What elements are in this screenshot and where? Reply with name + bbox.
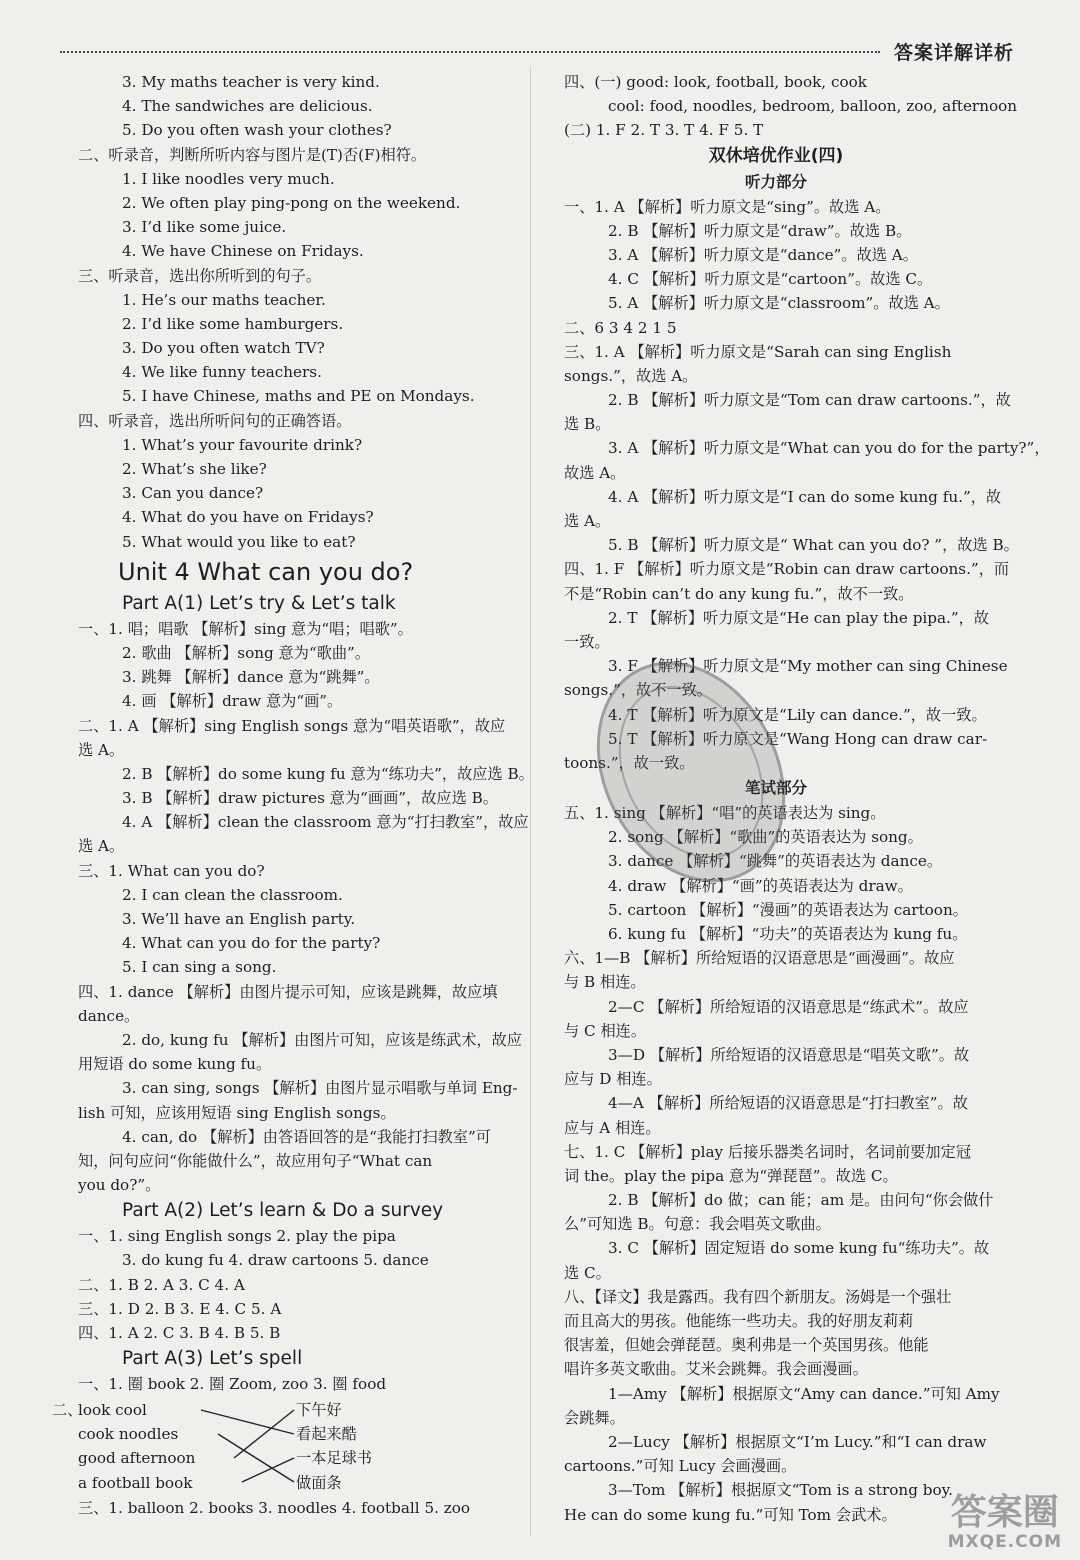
answer-line: 4. T 【解析】听力原文是“Lily can dance.”，故一致。 (608, 705, 987, 724)
page-header-title: 答案详解详析 (893, 42, 1014, 64)
answer-line: 2—C 【解析】所给短语的汉语意思是“练武术”。故应 (608, 997, 969, 1016)
answer-line: 与 B 相连。 (564, 973, 646, 992)
answer-line: 6. kung fu 【解析】“功夫”的英语表达为 kung fu。 (608, 925, 968, 943)
answer-line: 4. can, do 【解析】由答语回答的是“我能打扫教室”可 (122, 1127, 491, 1146)
answer-line: 唱许多英文歌曲。艾米会跳舞。我会画漫画。 (564, 1360, 868, 1379)
written-title: 笔试部分 (744, 779, 807, 798)
answer-line: 而且高大的男孩。他能练一些功夫。我的好朋友莉莉 (564, 1312, 914, 1330)
answer-line: 八、【译文】我是露西。我有四个新朋友。汤姆是一个强壮 (564, 1287, 952, 1306)
answer-line: 一、1. 圈 book 2. 圈 Zoom, zoo 3. 圈 food (78, 1375, 387, 1394)
answer-line: 2. T 【解析】听力原文是“He can play the pipa.”，故 (608, 608, 990, 627)
answer-line: 1. I like noodles very much. (122, 169, 335, 188)
spell-answers-3: 三、1. balloon 2. books 3. noodles 4. football 5. zoo (78, 1499, 471, 1517)
answer-line: 3—D 【解析】所给短语的汉语意思是“唱英文歌”。故 (608, 1045, 970, 1064)
answer-line: 用短语 do some kung fu。 (78, 1055, 272, 1074)
answer-line: 选 C。 (564, 1263, 611, 1282)
answer-line: 3. B 【解析】draw pictures 意为“画画”，故应选 B。 (122, 789, 498, 808)
answer-line: 5. I can sing a song. (122, 958, 277, 977)
answer-line: 5. I have Chinese, maths and PE on Mondays. (122, 387, 475, 406)
matching-right-item: 看起来酷 (296, 1425, 357, 1444)
answer-line: 选 A。 (78, 740, 125, 759)
answer-line: 3. do kung fu 4. draw cartoons 5. dance (122, 1251, 429, 1270)
answer-line: 六、1—B 【解析】所给短语的汉语意思是“画漫画”。故应 (564, 949, 955, 968)
answer-line: 词 the。play the pipa 意为“弹琵琶”。故选 C。 (564, 1166, 898, 1185)
answer-line: (二) 1. F 2. T 3. T 4. F 5. T (564, 121, 764, 140)
answer-line: 2. B 【解析】do 做；can 能；am 是。由问句“你会做什 (608, 1191, 994, 1210)
answer-line: 3. Can you dance? (122, 484, 264, 503)
matching-left-item: good afternoon (78, 1449, 196, 1468)
listening-answers (538, 195, 1050, 776)
answer-line: 选 A。 (78, 837, 125, 856)
answer-line: 4. draw 【解析】“画”的英语表达为 draw。 (608, 876, 913, 895)
answer-line: 四、1. F 【解析】听力原文是“Robin can draw cartoons.”，而 (564, 560, 1010, 579)
answer-line: 2. do, kung fu 【解析】由图片可知，应该是练武术，故应 (122, 1030, 522, 1049)
answer-line: 四、1. dance 【解析】由图片提示可知，应该是跳舞，故应填 (78, 982, 498, 1001)
answer-line: 2. I can clean the classroom. (122, 885, 343, 904)
answer-line: cool: food, noodles, bedroom, balloon, zoo, afternoon (608, 97, 1018, 116)
answer-line: 二、6 3 4 2 1 5 (564, 318, 677, 337)
answer-line: 不是“Robin can’t do any kung fu.”，故不一致。 (564, 584, 914, 603)
answer-line: 2—Lucy 【解析】根据原文“I’m Lucy.”和“I can draw (608, 1432, 987, 1451)
answer-line: 五、1. sing 【解析】“唱”的英语表达为 sing。 (564, 804, 886, 823)
answer-line: 3. Do you often watch TV? (122, 339, 325, 358)
answer-line: 2. We often play ping-pong on the weekend. (122, 193, 461, 212)
answer-line: 3. I’d like some juice. (122, 218, 287, 237)
answer-line: 一、1. 唱；唱歌 【解析】sing 意为“唱；唱歌”。 (78, 619, 413, 638)
answer-line: 5. cartoon 【解析】“漫画”的英语表达为 cartoon。 (608, 900, 968, 919)
answer-line: 4. The sandwiches are delicious. (122, 97, 373, 116)
matching-prefix: 二、 (52, 1401, 83, 1419)
answer-line: 一、1. sing English songs 2. play the pipa (78, 1227, 396, 1246)
answer-line: toons.”，故一致。 (564, 753, 695, 772)
answer-line: 三、1. A 【解析】听力原文是“Sarah can sing English (564, 342, 952, 361)
matching-exercise (52, 1398, 522, 1520)
answer-line: 四、听录音，选出所听问句的正确答语。 (78, 411, 352, 430)
left-column (52, 70, 534, 1396)
answer-line: 应与 D 相连。 (564, 1070, 662, 1089)
answer-line: 二、听录音，判断所听内容与图片是(T)否(F)相符。 (78, 145, 427, 164)
answer-line: He can do some kung fu.”可知 Tom 会武术。 (564, 1505, 897, 1524)
matching-right-item: 一本足球书 (296, 1449, 372, 1468)
answer-line: 一致。 (564, 632, 610, 651)
answer-line: 七、1. C 【解析】play 后接乐器类名词时，名词前要加定冠 (564, 1142, 971, 1161)
matching-lines (146, 1398, 296, 1494)
answer-line: 4. A 【解析】clean the classroom 意为“打扫教室”，故应 (122, 813, 529, 832)
answer-line: 2. B 【解析】do some kung fu 意为“练功夫”，故应选 B。 (122, 764, 534, 783)
answer-line: cartoons.”可知 Lucy 会画漫画。 (564, 1457, 797, 1476)
answer-line: 4—A 【解析】所给短语的汉语意思是“打扫教室”。故 (608, 1094, 968, 1113)
answer-line: 应与 A 相连。 (564, 1118, 661, 1137)
answer-line: 选 B。 (564, 415, 611, 434)
answer-line: 一、1. A 【解析】听力原文是“sing”。故选 A。 (564, 197, 891, 216)
answer-line: 4. C 【解析】听力原文是“cartoon”。故选 C。 (608, 270, 933, 289)
answer-line: 三、1. D 2. B 3. E 4. C 5. A (78, 1299, 282, 1318)
answer-line: 故选 A。 (564, 463, 626, 482)
answer-line: 四、(一) good: look, football, book, cook (564, 73, 867, 91)
answer-line: 5. B 【解析】听力原文是“ What can you do? ”，故选 B。 (608, 536, 1019, 555)
answer-line: 4. A 【解析】听力原文是“I can do some kung fu.”，故 (608, 487, 1002, 506)
answer-line: 4. We have Chinese on Fridays. (122, 242, 364, 261)
answer-line: 2. What’s she like? (122, 460, 267, 478)
part-title: Part A(2) Let’s learn & Do a survey (122, 1200, 444, 1222)
answer-line: dance。 (78, 1006, 140, 1025)
match-line (234, 1410, 294, 1458)
answer-line: songs.”，故不一致。 (564, 681, 712, 700)
answer-line: 3. dance 【解析】“跳舞”的英语表达为 dance。 (608, 852, 943, 871)
answer-line: 3—Tom 【解析】根据原文“Tom is a strong boy. (608, 1481, 954, 1500)
answer-line: lish 可知，应该用短语 sing English songs。 (78, 1103, 396, 1122)
watermark (948, 1494, 1062, 1552)
watermark-logo: 答案圈 (950, 1492, 1059, 1533)
answer-line: 很害羞，但她会弹琵琶。奥利弗是一个英国男孩。他能 (564, 1336, 929, 1355)
listening-title: 听力部分 (744, 172, 807, 191)
answer-line: 4. What can you do for the party? (122, 934, 381, 953)
answer-line: 4. What do you have on Fridays? (122, 508, 374, 527)
matching-right-item: 下午好 (296, 1401, 342, 1419)
answer-line: 3. 跳舞 【解析】dance 意为“跳舞”。 (122, 668, 380, 687)
answer-line: 3. My maths teacher is very kind. (122, 73, 380, 91)
matching-left-item: cook noodles (78, 1425, 179, 1444)
answer-line: 1. What’s your favourite drink? (122, 435, 363, 454)
answer-line: 知，问句应问“你能做什么”，故应用句子“What can (78, 1151, 433, 1170)
section-title: 双休培优作业(四) (708, 145, 844, 166)
answer-line: 5. T 【解析】听力原文是“Wang Hong can draw car- (608, 729, 988, 748)
column-divider (530, 66, 531, 1536)
answer-line: 5. What would you like to eat? (122, 532, 356, 551)
answer-line: 3. can sing, songs 【解析】由图片显示唱歌与单词 Eng- (122, 1079, 518, 1098)
answer-line: songs.”，故选 A。 (564, 366, 698, 385)
watermark-url: MXQE.COM (947, 1532, 1062, 1552)
answer-line: 3. C 【解析】固定短语 do some kung fu“练功夫”。故 (608, 1239, 990, 1258)
answer-line: 选 A。 (564, 512, 611, 530)
answer-line: 5. Do you often wash your clothes? (122, 121, 392, 140)
answer-line: 2. I’d like some hamburgers. (122, 314, 344, 333)
matching-right-item: 做面条 (296, 1473, 342, 1492)
answer-line: 3. A 【解析】听力原文是“What can you do for the party?”， (608, 439, 1050, 458)
answer-line: 3. F 【解析】听力原文是“My mother can sing Chinese (608, 657, 1008, 676)
answer-line: 2. B 【解析】听力原文是“draw”。故选 B。 (608, 221, 912, 240)
written-answers (538, 801, 1014, 1527)
answer-line: 2. song 【解析】“歌曲”的英语表达为 song。 (608, 828, 923, 847)
answer-line: 3. We’ll have an English party. (122, 910, 356, 928)
answer-line: 会跳舞。 (564, 1408, 625, 1427)
answer-line: 与 C 相连。 (564, 1021, 647, 1040)
part-title: Part A(1) Let’s try & Let’s talk (122, 592, 396, 614)
answer-line: 2. B 【解析】听力原文是“Tom can draw cartoons.”，故 (608, 391, 1011, 410)
answer-line: 么”可知选 B。句意：我会唱英文歌曲。 (564, 1215, 831, 1234)
answer-line: you do?”。 (78, 1176, 161, 1195)
unit-title: Unit 4 What can you do? (118, 557, 414, 586)
answer-line: 4. We like funny teachers. (122, 363, 322, 382)
right-top-block (538, 70, 1018, 143)
answer-line: 3. A 【解析】听力原文是“dance”。故选 A。 (608, 245, 918, 264)
answer-line: 二、1. A 【解析】sing English songs 意为“唱英语歌”，故应 (78, 716, 506, 735)
match-line (242, 1458, 294, 1482)
matching-left-item: look cool (78, 1401, 147, 1419)
answer-line: 1—Amy 【解析】根据原文“Amy can dance.”可知 Amy (608, 1384, 1000, 1403)
answer-line: 二、1. B 2. A 3. C 4. A (78, 1275, 245, 1294)
answer-line: 4. 画 【解析】draw 意为“画”。 (122, 692, 343, 711)
matching-right-list (296, 1398, 372, 1495)
answer-line: 四、1. A 2. C 3. B 4. B 5. B (78, 1324, 281, 1342)
matching-left-item: a football book (78, 1473, 193, 1492)
answer-line: 2. 歌曲 【解析】song 意为“歌曲”。 (122, 643, 371, 662)
part-title: Part A(3) Let’s spell (122, 1348, 303, 1370)
answer-line: 1. He’s our maths teacher. (122, 290, 326, 309)
header-dotted-rule (60, 51, 880, 53)
answer-line: 三、1. What can you do? (78, 861, 265, 880)
answer-line: 三、听录音，选出你所听到的句子。 (78, 266, 321, 285)
answer-line: 5. A 【解析】听力原文是“classroom”。故选 A。 (608, 294, 950, 313)
